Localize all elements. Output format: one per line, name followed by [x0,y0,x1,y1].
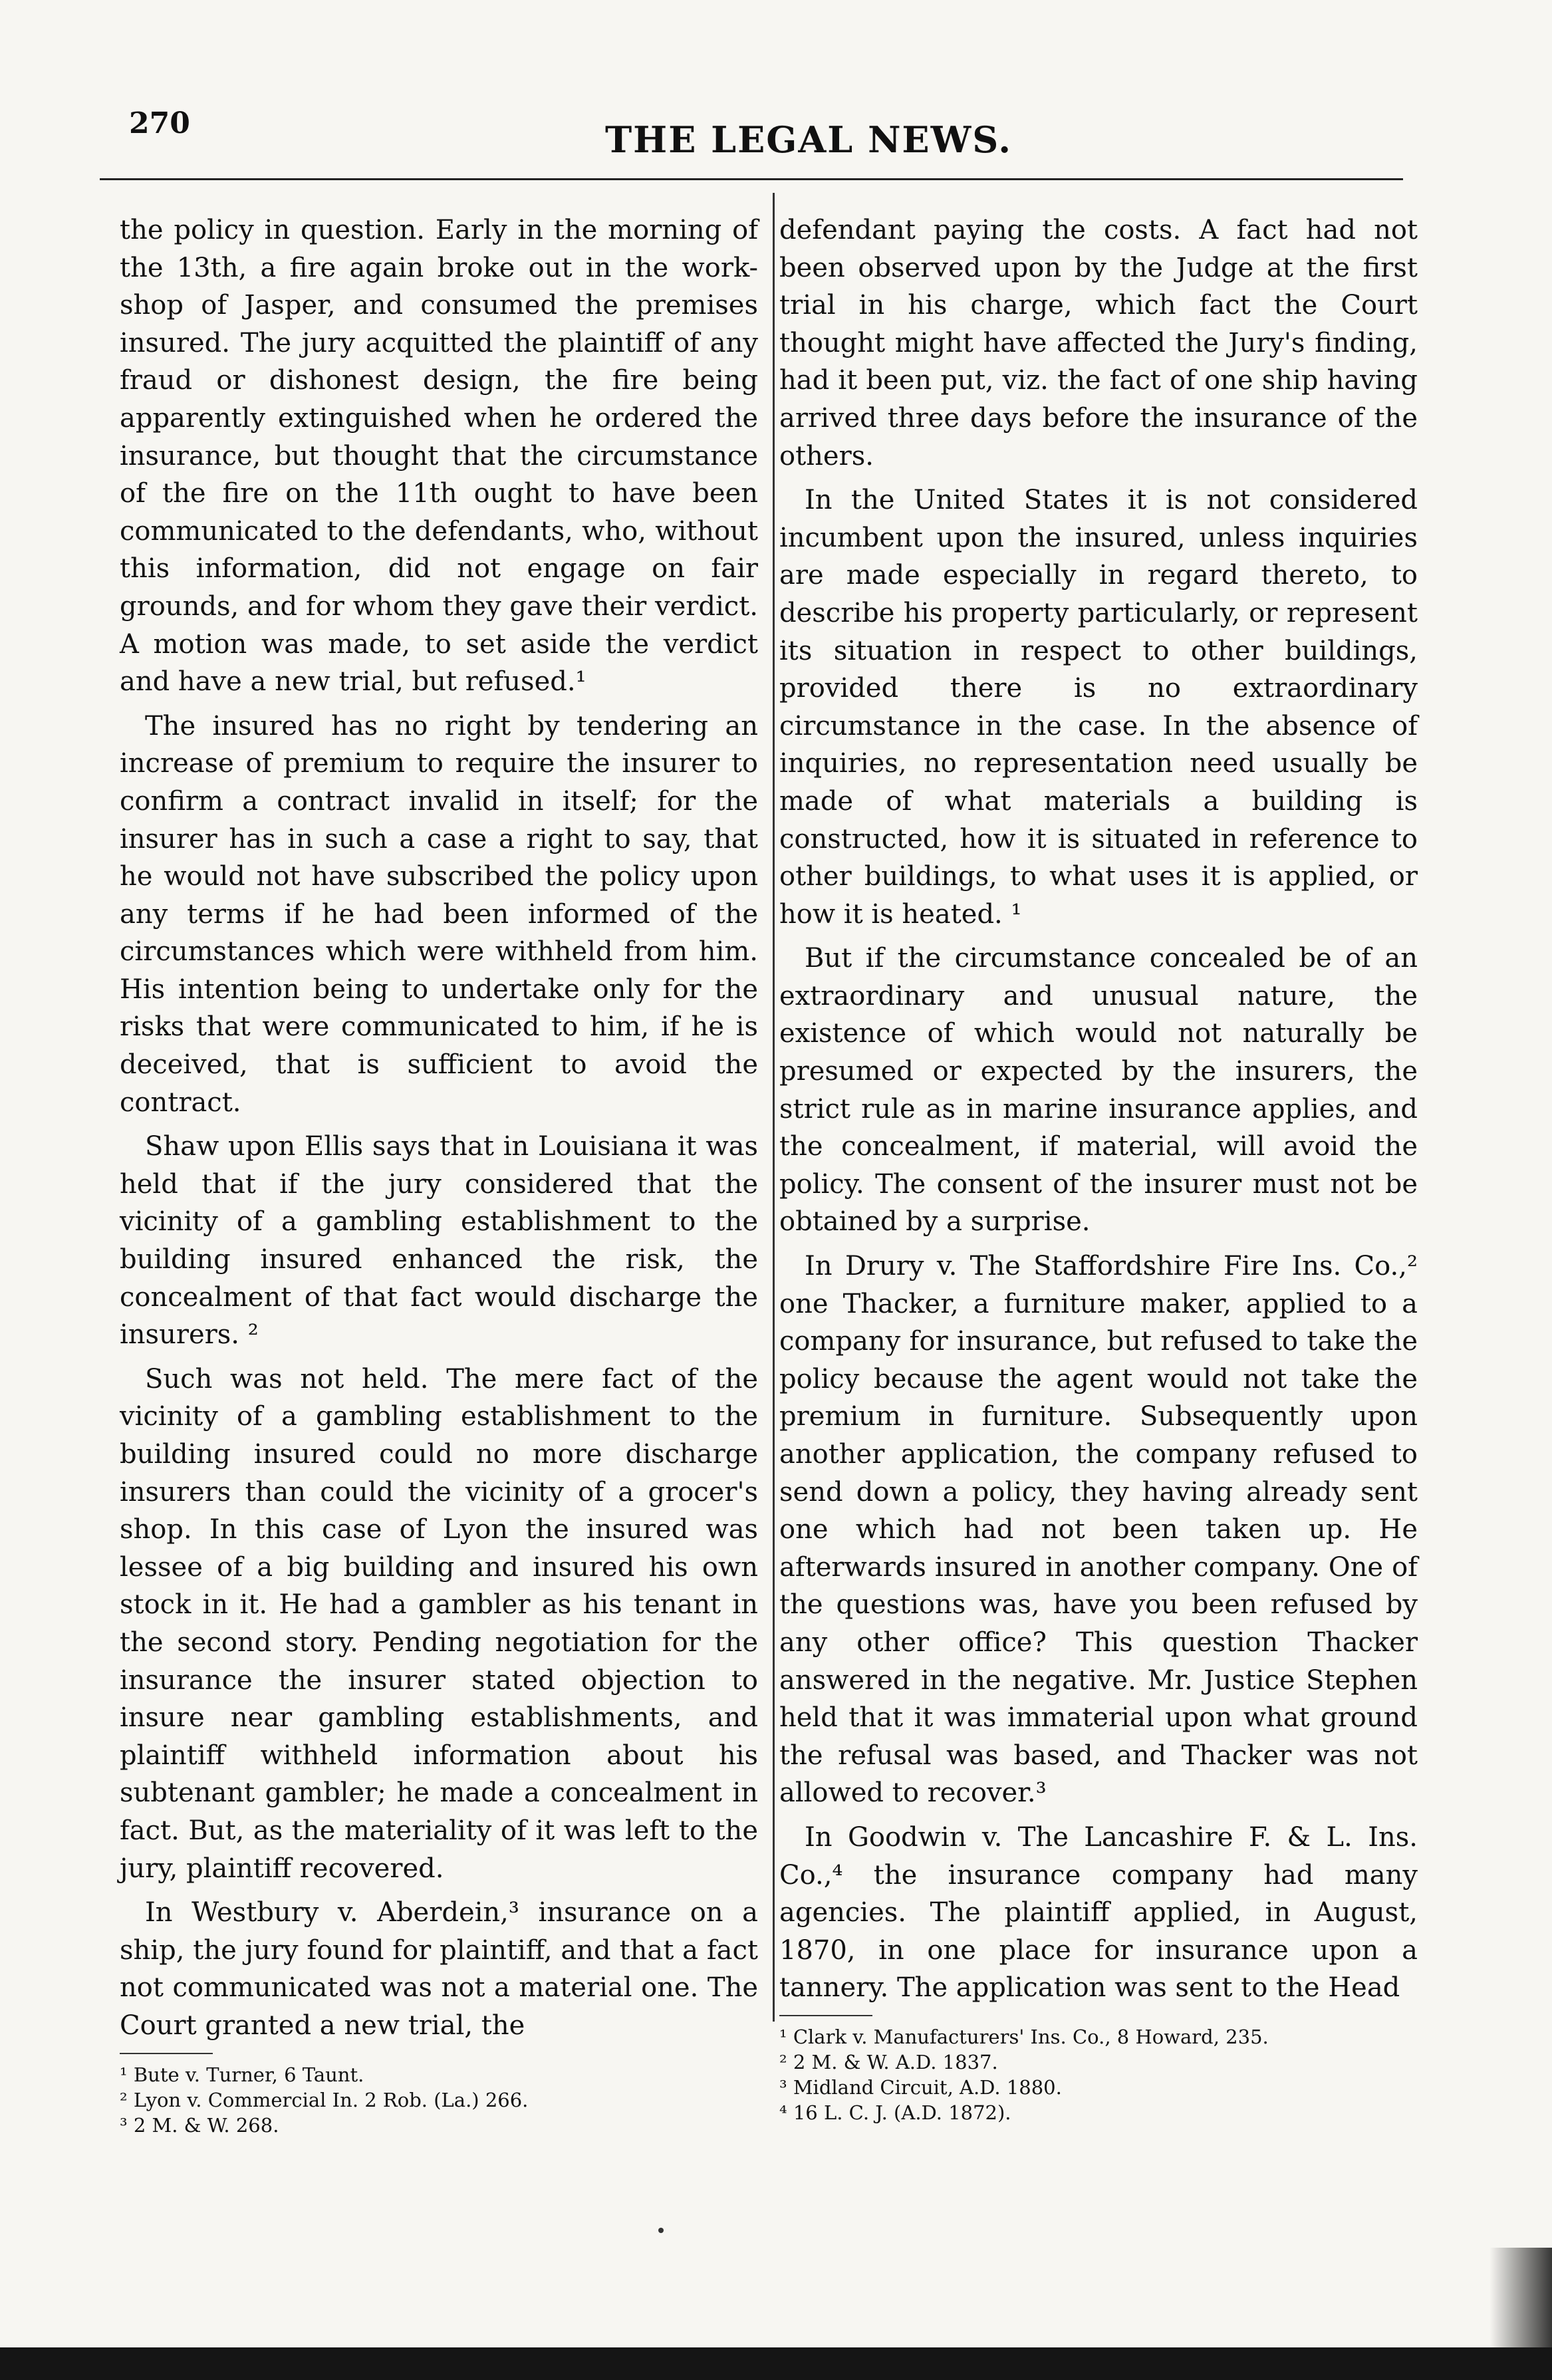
paragraph: In Drury v. The Staffordshire Fire Ins. Co.,² one Thacker, a furniture maker, applied to a company for insurance, but refused to take the policy because the agent would not take the premium in furniture. Subsequently upon another application, the company refused to send down a policy, they having already sent one which had not been taken up. He afterwards insured in another company. One of the questions was, have you been refused by any other office? This question Thacker answered in the negative. Mr. Justice Stephen held that it was immaterial upon what ground the refusal was based, and Thacker was not allowed to recover.³ [779,1251,1418,1809]
footnote: ² Lyon v. Commercial In. 2 Rob. (La.) 266. [120,2088,529,2111]
paragraph: In Westbury v. Aberdein,³ insurance on a ship, the jury found for plaintiff, and that a fact not communicated was not a material one. The Court granted a new trial, the [120,1897,758,2041]
paragraph: Shaw upon Ellis says that in Louisiana it was held that if the jury considered that the vicinity of a gambling establishment to the building insured enhanced the risk, the concealment of that fact would discharge the insurers. ² [120,1131,758,1351]
column-divider [773,193,775,2022]
left-column [120,211,758,2138]
paragraph: But if the circumstance concealed be of an extraordinary and unusual nature, the existence of which would not naturally be presumed or expected by the insurers, the strict rule as in marine insurance applies, and the concealment, if material, will avoid the policy. The consent of the insurer must not be obtained by a surprise. [779,943,1418,1238]
paragraph: the policy in question. Early in the morning of the 13th, a fire again broke out in the work-shop of Jasper, and consumed the premises insured. The jury acquitted the plaintiff of any fraud or dishonest design, the fire being apparently extinguished when he ordered the insurance, but thought that the circumstance of the fire on the 11th ought to have been communicated to the defendants, who, without this information, did not engage on fair grounds, and for whom they gave their verdict. A motion was made, to set aside the verdict and have a new trial, but refused.¹ [120,215,758,698]
footnote: ² 2 M. & W. A.D. 1837. [779,2050,998,2073]
footnote: ⁴ 16 L. C. J. (A.D. 1872). [779,2101,1011,2124]
footnote: ³ Midland Circuit, A.D. 1880. [779,2075,1062,2099]
footnote: ³ 2 M. & W. 268. [120,2113,279,2137]
scan-border [0,2347,1552,2380]
paragraph: defendant paying the costs. A fact had not been observed upon by the Judge at the first trial in his charge, which fact the Court thought might have affected the Jury's finding, had it been put, viz. the fact of one ship having arrived three days before the insurance of the others. [779,215,1418,471]
ink-speck [658,2228,664,2233]
paragraph: In Goodwin v. The Lancashire F. & L. Ins. Co.,⁴ the insurance company had many agencies. The plaintiff applied, in August, 1870, in one place for insurance upon a tannery. The application was sent to the Head [779,1821,1418,2004]
paragraph: Such was not held. The mere fact of the vicinity of a gambling establishment to the building insured could no more discharge insurers than could the vicinity of a grocer's shop. In this case of Lyon the insured was lessee of a big building and insured his own stock in it. He had a gambler as his tenant in the second story. Pending negotiation for the insurance the insurer stated objection to insure near gambling establishments, and plaintiff withheld information about his subtenant gambler; he made a concealment in fact. But, as the materiality of it was left to the jury, plaintiff recovered. [120,1363,758,1884]
footnote: ¹ Clark v. Manufacturers' Ins. Co., 8 Howard, 235. [779,2025,1269,2048]
header-rule [100,178,1403,180]
running-title: THE LEGAL NEWS. [605,118,1013,161]
page-number: 270 [129,106,190,140]
page-header [100,100,1456,180]
footnotes [779,2024,1418,2125]
paragraph: In the United States it is not considered incumbent upon the insured, unless inquiries are made especially in regard thereto, to describe his property particularly, or represent its situation in respect to other buildings, provided there is no extraordinary circumstance in the case. In the absence of inquiries, no representation need usually be made of what materials a building is constructed, how it is situated in reference to other buildings, to what uses it is applied, or how it is heated. ¹ [779,485,1418,930]
right-column [779,211,1418,2125]
footnotes [120,2062,758,2138]
footnote-rule [779,2015,872,2016]
footnote-rule [120,2053,213,2054]
paragraph: The insured has no right by tendering an increase of premium to require the insurer to confirm a contract invalid in itself; for the insurer has in such a case a right to say, that he would not have subscribed the policy upon any terms if he had been informed of the circumstances which were withheld from him. His intention being to undertake only for the risks that were communicated to him, if he is deceived, that is sufficient to avoid the contract. [120,710,758,1118]
footnote: ¹ Bute v. Turner, 6 Taunt. [120,2063,364,2086]
page-edge-shadow [1489,2248,1552,2347]
